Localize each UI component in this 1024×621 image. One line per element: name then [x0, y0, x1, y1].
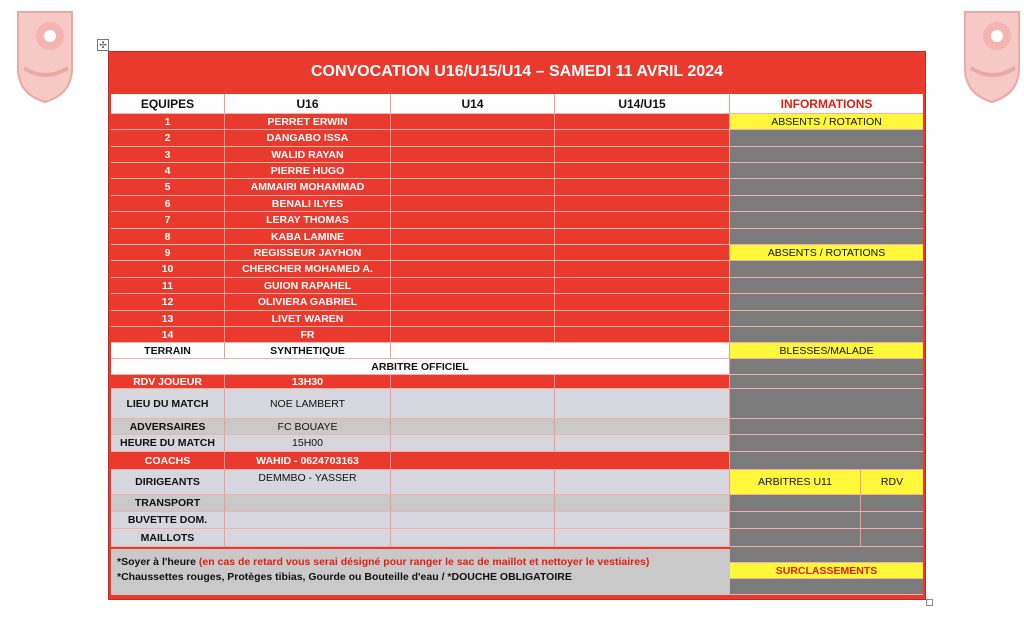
- adversaires-cell: [555, 419, 730, 435]
- table-row: [109, 311, 925, 327]
- info-cell: [730, 495, 861, 512]
- buvette-cell: [225, 512, 391, 529]
- header-u16: U16: [225, 94, 391, 114]
- header-u14: U14: [391, 94, 555, 114]
- adversaires-label: ADVERSAIRES: [111, 419, 225, 435]
- info-cell: [730, 327, 923, 343]
- u14-u15-cell: [555, 179, 730, 196]
- header-equipes: EQUIPES: [111, 94, 225, 114]
- lieu-du-match-value: NOE LAMBERT: [225, 389, 391, 419]
- table-row: [109, 294, 925, 311]
- player-name: PIERRE HUGO: [225, 163, 391, 179]
- info-absents-rotation: ABSENTS / ROTATION: [730, 114, 923, 130]
- u14-cell: [391, 261, 555, 278]
- player-number: 12: [111, 294, 225, 311]
- player-name: PERRET ERWIN: [225, 114, 391, 130]
- table-row: [109, 196, 925, 212]
- table-move-handle-icon[interactable]: ✣: [97, 39, 109, 51]
- player-name: CHERCHER MOHAMED A.: [225, 261, 391, 278]
- info-cell: [730, 389, 923, 419]
- table-row: [109, 327, 925, 343]
- player-number: 14: [111, 327, 225, 343]
- u14-u15-cell: [555, 311, 730, 327]
- buvette-cell: [555, 512, 730, 529]
- coachs-empty-cell: [391, 452, 730, 470]
- rdv-cell: [555, 375, 730, 389]
- player-name: LIVET WAREN: [225, 311, 391, 327]
- info-bottom-row: [109, 579, 925, 595]
- info-cell: [730, 311, 923, 327]
- u14-u15-cell: [555, 147, 730, 163]
- heure-cell: [555, 435, 730, 452]
- u14-u15-cell: [555, 130, 730, 147]
- player-number: 8: [111, 229, 225, 245]
- player-number: 13: [111, 311, 225, 327]
- info-cell: [730, 261, 923, 278]
- terrain-label: TERRAIN: [111, 343, 225, 359]
- player-name: GUION RAPAHEL: [225, 278, 391, 294]
- buvette-label: BUVETTE DOM.: [111, 512, 225, 529]
- coachs-label: COACHS: [111, 452, 225, 470]
- rdv-joueur-label: RDV JOUEUR: [111, 375, 225, 389]
- u14-u15-cell: [555, 114, 730, 130]
- table-row: [109, 212, 925, 229]
- notes-line-1-warning: (en cas de retard vous serai désigné pour ranger le sac de maillot et nettoyer le vestiaires): [198, 556, 650, 568]
- u14-cell: [391, 147, 555, 163]
- info-cell: [730, 579, 923, 595]
- player-name: AMMAIRI MOHAMMAD: [225, 179, 391, 196]
- info-blesses-malade: BLESSES/MALADE: [730, 343, 923, 359]
- u14-u15-cell: [555, 196, 730, 212]
- u14-cell: [391, 196, 555, 212]
- u14-u15-cell: [555, 278, 730, 294]
- u14-cell: [391, 327, 555, 343]
- transport-cell: [391, 495, 555, 512]
- info-bottom-row: [109, 547, 925, 563]
- convocation-table: [108, 51, 926, 600]
- player-name: LERAY THOMAS: [225, 212, 391, 229]
- maillots-cell: [391, 529, 555, 547]
- u14-cell: [391, 311, 555, 327]
- info-arbitres-u11: ARBITRES U11: [730, 470, 861, 495]
- u14-u15-cell: [555, 261, 730, 278]
- info-cell: [730, 375, 923, 389]
- info-cell: [730, 435, 923, 452]
- notes-line-2: *Chaussettes rouges, Protèges tibias, Gourde ou Bouteille d'eau / *DOUCHE OBLIGATOIRE: [117, 571, 572, 583]
- player-number: 5: [111, 179, 225, 196]
- table-row: [109, 261, 925, 278]
- player-name: DANGABO ISSA: [225, 130, 391, 147]
- dirigeants-label: DIRIGEANTS: [111, 470, 225, 495]
- header-row: [109, 94, 925, 114]
- info-cell: [730, 196, 923, 212]
- notes-line-1-main: *Soyer à l'heure: [117, 556, 199, 568]
- table-row: [109, 114, 925, 130]
- u14-cell: [391, 229, 555, 245]
- table-row: [109, 147, 925, 163]
- player-number: 9: [111, 245, 225, 261]
- u14-cell: [391, 294, 555, 311]
- info-cell: [730, 419, 923, 435]
- page-title: CONVOCATION U16/U15/U14 – SAMEDI 11 AVRIL 2024: [311, 63, 723, 80]
- u14-cell: [391, 245, 555, 261]
- player-number: 7: [111, 212, 225, 229]
- u14-cell: [391, 179, 555, 196]
- info-cell: [861, 512, 923, 529]
- table-row: [109, 130, 925, 147]
- info-cell: [730, 452, 923, 470]
- player-number: 10: [111, 261, 225, 278]
- table-row: [109, 229, 925, 245]
- info-surclassements: SURCLASSEMENTS: [730, 563, 923, 579]
- lieu-du-match-label: LIEU DU MATCH: [111, 389, 225, 419]
- info-cell: [730, 359, 923, 375]
- player-name: OLIVIERA GABRIEL: [225, 294, 391, 311]
- surclassements-row: [109, 563, 925, 579]
- table-row: [109, 163, 925, 179]
- info-cell: [730, 229, 923, 245]
- transport-cell: [555, 495, 730, 512]
- coachs-value: WAHID - 0624703163: [225, 452, 391, 470]
- transport-label: TRANSPORT: [111, 495, 225, 512]
- u14-cell: [391, 130, 555, 147]
- u14-cell: [391, 163, 555, 179]
- lieu-cell: [555, 389, 730, 419]
- dirigeants-cell: [555, 470, 730, 495]
- u14-u15-cell: [555, 294, 730, 311]
- dirigeants-cell: [391, 470, 555, 495]
- heure-du-match-value: 15H00: [225, 435, 391, 452]
- rdv-cell: [391, 375, 555, 389]
- info-cell: [730, 147, 923, 163]
- transport-cell: [225, 495, 391, 512]
- player-number: 4: [111, 163, 225, 179]
- dirigeants-value: DEMMBO - YASSER: [225, 470, 391, 495]
- table-row: [109, 245, 925, 261]
- maillots-cell: [225, 529, 391, 547]
- adversaires-value: FC BOUAYE: [225, 419, 391, 435]
- u14-u15-cell: [555, 245, 730, 261]
- player-name: BENALI ILYES: [225, 196, 391, 212]
- info-absents-rotations: ABSENTS / ROTATIONS: [730, 245, 923, 261]
- u14-cell: [391, 114, 555, 130]
- u14-cell: [391, 212, 555, 229]
- rdv-joueur-row: [109, 375, 925, 389]
- heure-row: [109, 435, 925, 452]
- maillots-cell: [555, 529, 730, 547]
- header-u14-u15: U14/U15: [555, 94, 730, 114]
- info-cell: [730, 179, 923, 196]
- info-cell: [730, 212, 923, 229]
- info-cell: [730, 512, 861, 529]
- arbitre-row: [109, 359, 925, 375]
- info-cell: [730, 130, 923, 147]
- player-name: FR: [225, 327, 391, 343]
- coachs-row: [109, 452, 925, 470]
- adversaires-row: [109, 419, 925, 435]
- terrain-value: SYNTHETIQUE: [225, 343, 391, 359]
- heure-du-match-label: HEURE DU MATCH: [111, 435, 225, 452]
- terrain-row: [109, 343, 925, 359]
- u14-u15-cell: [555, 212, 730, 229]
- u14-u15-cell: [555, 229, 730, 245]
- player-number: 2: [111, 130, 225, 147]
- transport-row: [109, 495, 925, 512]
- club-logo-left: [14, 8, 76, 104]
- player-name: WALID RAYAN: [225, 147, 391, 163]
- info-cell: [730, 278, 923, 294]
- player-name: REGISSEUR JAYHON: [225, 245, 391, 261]
- player-number: 1: [111, 114, 225, 130]
- buvette-row: [109, 512, 925, 529]
- club-logo-right: [961, 8, 1023, 104]
- info-cell: [861, 495, 923, 512]
- arbitre-officiel-label: ARBITRE OFFICIEL: [111, 359, 730, 375]
- player-number: 3: [111, 147, 225, 163]
- u14-cell: [391, 278, 555, 294]
- heure-cell: [391, 435, 555, 452]
- buvette-cell: [391, 512, 555, 529]
- rdv-joueur-value: 13H30: [225, 375, 391, 389]
- terrain-empty-cell: [391, 343, 730, 359]
- header-informations: INFORMATIONS: [730, 94, 923, 114]
- info-cell: [730, 163, 923, 179]
- player-number: 6: [111, 196, 225, 212]
- table-resize-handle[interactable]: [926, 599, 933, 606]
- player-number: 11: [111, 278, 225, 294]
- u14-u15-cell: [555, 327, 730, 343]
- player-name: KABA LAMINE: [225, 229, 391, 245]
- lieu-row: [109, 389, 925, 419]
- info-cell: [730, 529, 861, 547]
- lieu-cell: [391, 389, 555, 419]
- table-row: [109, 179, 925, 196]
- u14-u15-cell: [555, 163, 730, 179]
- info-cell: [730, 547, 923, 563]
- info-rdv: RDV: [861, 470, 923, 495]
- adversaires-cell: [391, 419, 555, 435]
- info-cell: [861, 529, 923, 547]
- maillots-row: [109, 529, 925, 547]
- info-cell: [730, 294, 923, 311]
- maillots-label: MAILLOTS: [111, 529, 225, 547]
- table-row: [109, 278, 925, 294]
- dirigeants-row: [109, 470, 925, 495]
